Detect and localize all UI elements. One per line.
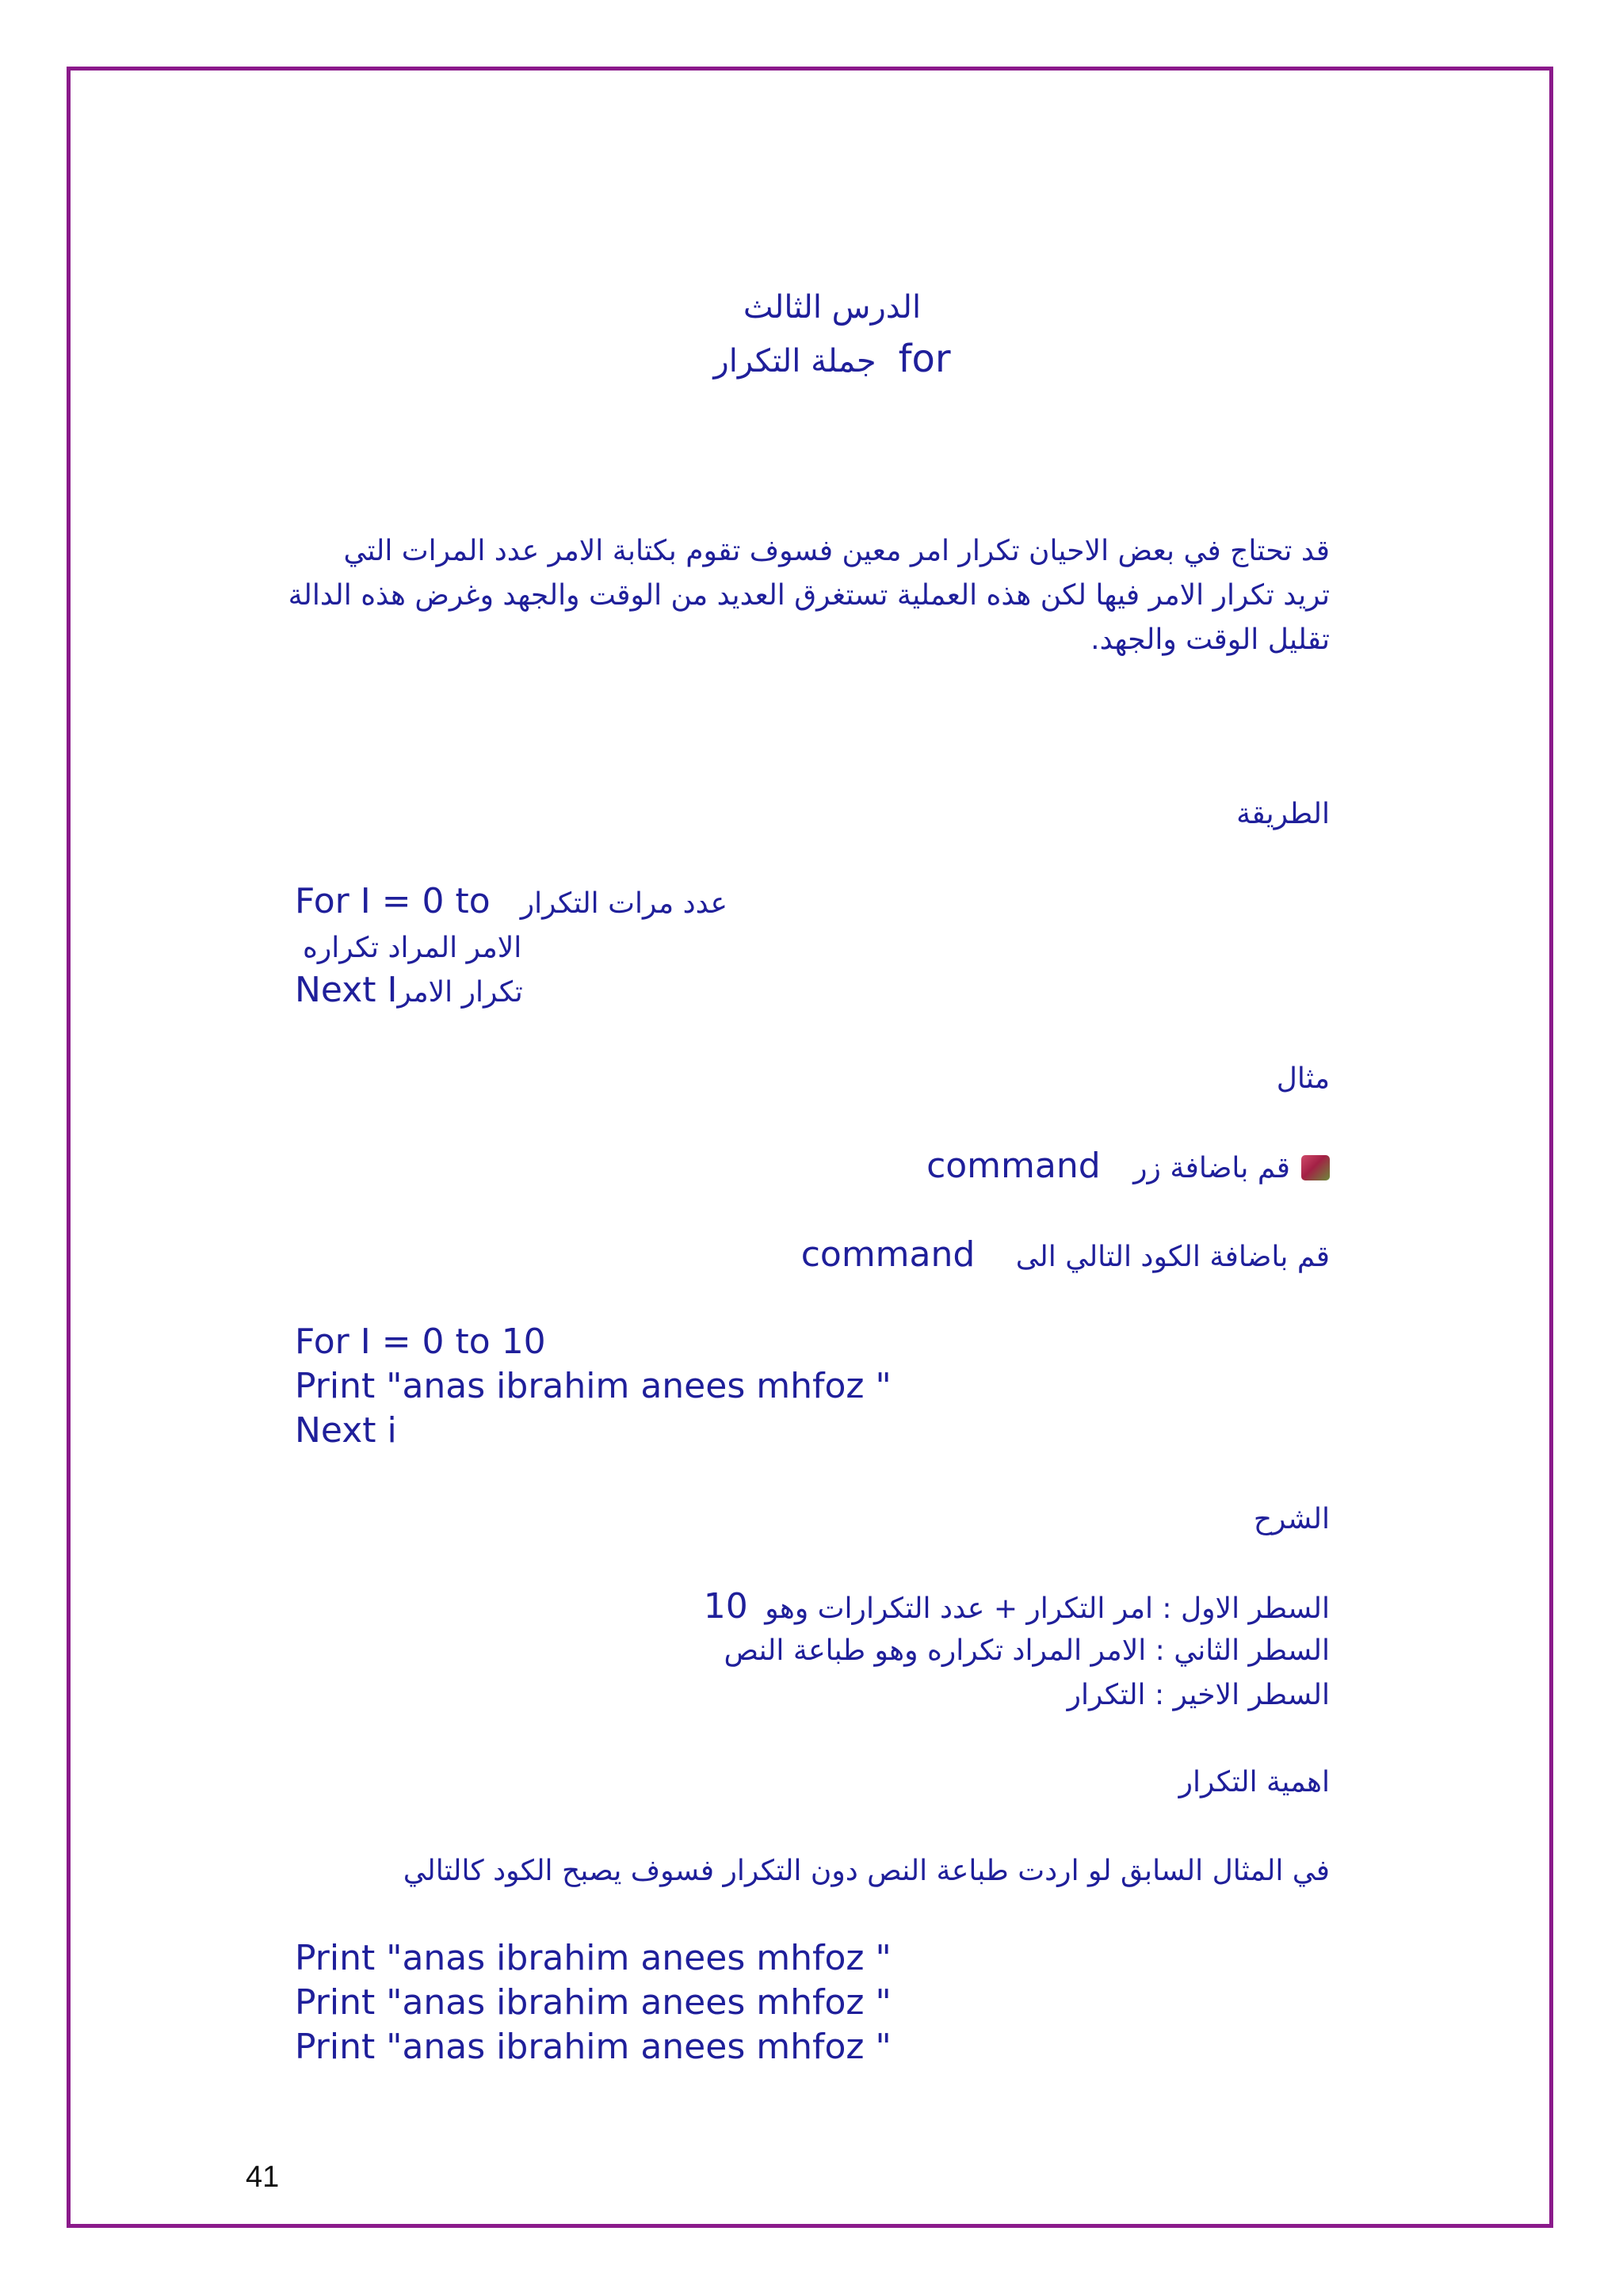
lesson-subtitle [475,337,1189,383]
explanation-line-3: السطر الاخير : التكرار [1067,1679,1330,1711]
step-add-code [801,1233,1330,1280]
step-text: قم باضافة الكود التالي الى [1015,1241,1330,1273]
syntax-arabic: عدد مرات التكرار [520,887,728,920]
example-code-line: Print "anas ibrahim anees mhfoz " [295,1366,892,1406]
lesson-title: الدرس الثالث [743,289,922,326]
intro-line: قد تحتاج في بعض الاحيان تكرار امر معين فسوف تقوم بكتابة الامر عدد المرات التي [343,535,1330,567]
syntax-code: Next I [295,970,398,1010]
step-keyword: command [800,1234,976,1275]
example-code-line: For I = 0 to 10 [295,1322,546,1362]
syntax-code: For I = 0 to [295,881,491,921]
method-heading: الطريقة [1236,798,1330,830]
step-add-button [926,1144,1330,1191]
syntax-arabic: الامر المراد تكراره [303,932,522,964]
explanation-heading: الشرح [1253,1503,1330,1535]
explanation-line-2: السطر الثاني : الامر المراد تكراره وهو طباعة النص [724,1634,1330,1667]
subtitle-keyword: for [898,337,951,381]
subtitle-arabic: جملة التكرار [713,343,876,379]
syntax-line-2 [303,924,521,971]
importance-heading: اهمية التكرار [1178,1766,1330,1798]
repeated-code-line: Print "anas ibrahim anees mhfoz " [295,2027,892,2067]
repeated-code-line: Print "anas ibrahim anees mhfoz " [295,1982,892,2023]
page-border [67,67,1553,2228]
repeated-code-line: Print "anas ibrahim anees mhfoz " [295,1938,892,1978]
intro-line: تقليل الوقت والجهد. [1090,624,1330,656]
syntax-line-1 [295,879,727,926]
step-keyword: command [926,1146,1101,1186]
flower-icon [1301,1155,1330,1180]
page-number: 41 [246,2161,280,2194]
explanation-number: 10 [703,1586,748,1627]
step-text: قم باضافة زر [1133,1152,1290,1184]
syntax-arabic: تكرار الامر [397,976,523,1009]
intro-paragraph [252,529,1330,662]
intro-line: تريد تكرار الامر فيها لكن هذه العملية تستغرق العديد من الوقت والجهد وغرض هذه الدالة [288,579,1330,612]
example-heading: مثال [1276,1062,1330,1095]
explanation-text: السطر الاول : امر التكرار + عدد التكرارات وهو [765,1592,1330,1625]
example-code-line: Next i [295,1410,397,1451]
explanation-line-1 [704,1585,1330,1631]
importance-text: في المثال السابق لو اردت طباعة النص دون التكرار فسوف يصبح الكود كالتالي [403,1855,1330,1887]
syntax-line-3 [295,968,523,1015]
